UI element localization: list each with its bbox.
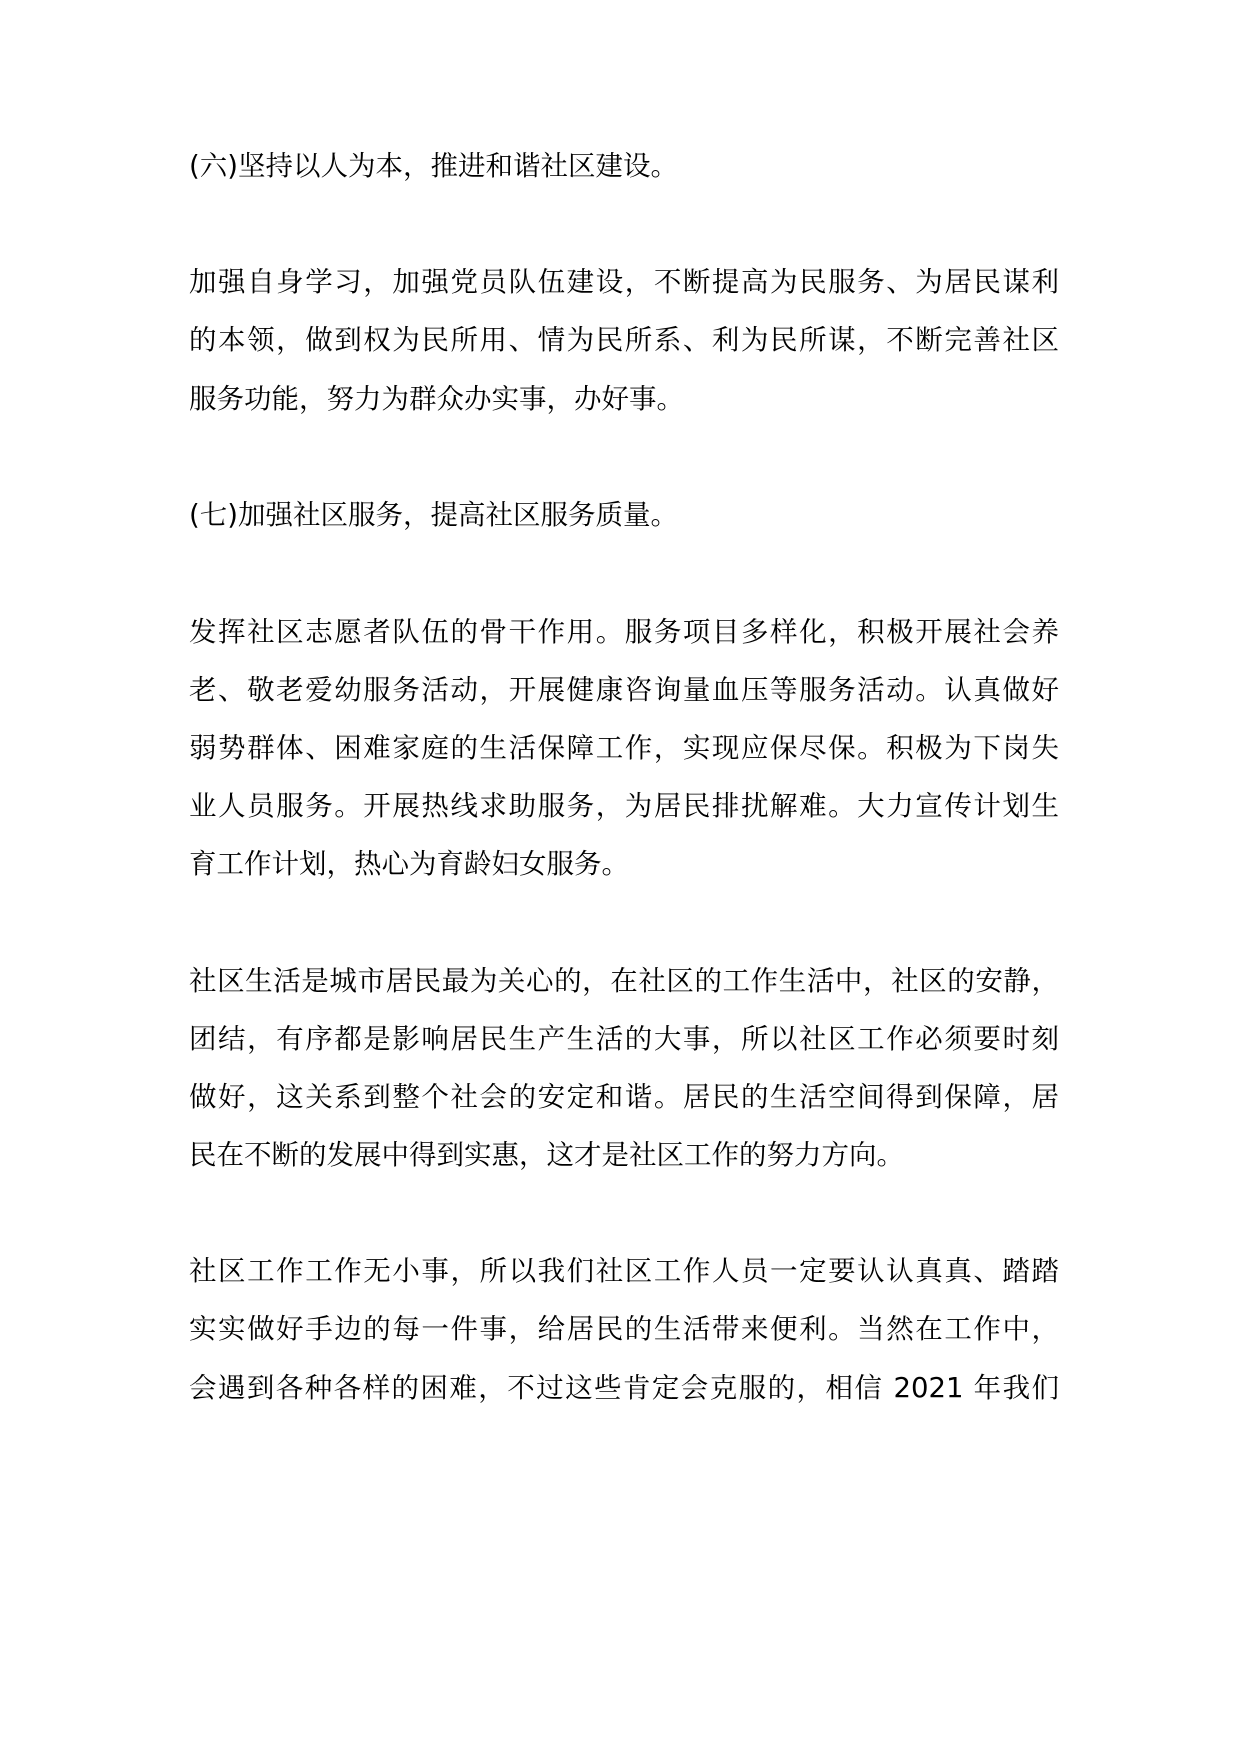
section-heading-7: (七)加强社区服务，提高社区服务质量。 xyxy=(189,499,678,531)
body-line: 加强自身学习，加强党员队伍建设，不断提高为民服务、为居民谋利 xyxy=(189,266,1059,298)
body-line: 业人员服务。开展热线求助服务，为居民排扰解难。大力宣传计划生 xyxy=(189,790,1059,822)
body-line: 团结，有序都是影响居民生产生活的大事，所以社区工作必须要时刻 xyxy=(189,1023,1059,1055)
body-line: 育工作计划，热心为育龄妇女服务。 xyxy=(189,848,629,880)
section-heading-6: (六)坚持以人为本，推进和谐社区建设。 xyxy=(189,150,678,182)
body-line: 社区工作工作无小事，所以我们社区工作人员一定要认认真真、踏踏 xyxy=(189,1255,1059,1287)
body-line: 服务功能，努力为群众办实事，办好事。 xyxy=(189,383,684,415)
body-line: 的本领，做到权为民所用、情为民所系、利为民所谋，不断完善社区 xyxy=(189,324,1059,356)
body-line: 发挥社区志愿者队伍的骨干作用。服务项目多样化，积极开展社会养 xyxy=(189,616,1059,648)
body-line: 实实做好手边的每一件事，给居民的生活带来便利。当然在工作中， xyxy=(189,1313,1059,1345)
body-line: 做好，这关系到整个社会的安定和谐。居民的生活空间得到保障，居 xyxy=(189,1081,1059,1113)
body-line: 社区生活是城市居民最为关心的，在社区的工作生活中，社区的安静， xyxy=(189,965,1059,997)
body-line: 民在不断的发展中得到实惠，这才是社区工作的努力方向。 xyxy=(189,1139,904,1171)
body-line: 弱势群体、困难家庭的生活保障工作，实现应保尽保。积极为下岗失 xyxy=(189,732,1059,764)
body-line: 会遇到各种各样的困难，不过这些肯定会克服的，相信 2021 年我们 xyxy=(189,1372,1059,1404)
body-line: 老、敬老爱幼服务活动，开展健康咨询量血压等服务活动。认真做好 xyxy=(189,674,1059,706)
